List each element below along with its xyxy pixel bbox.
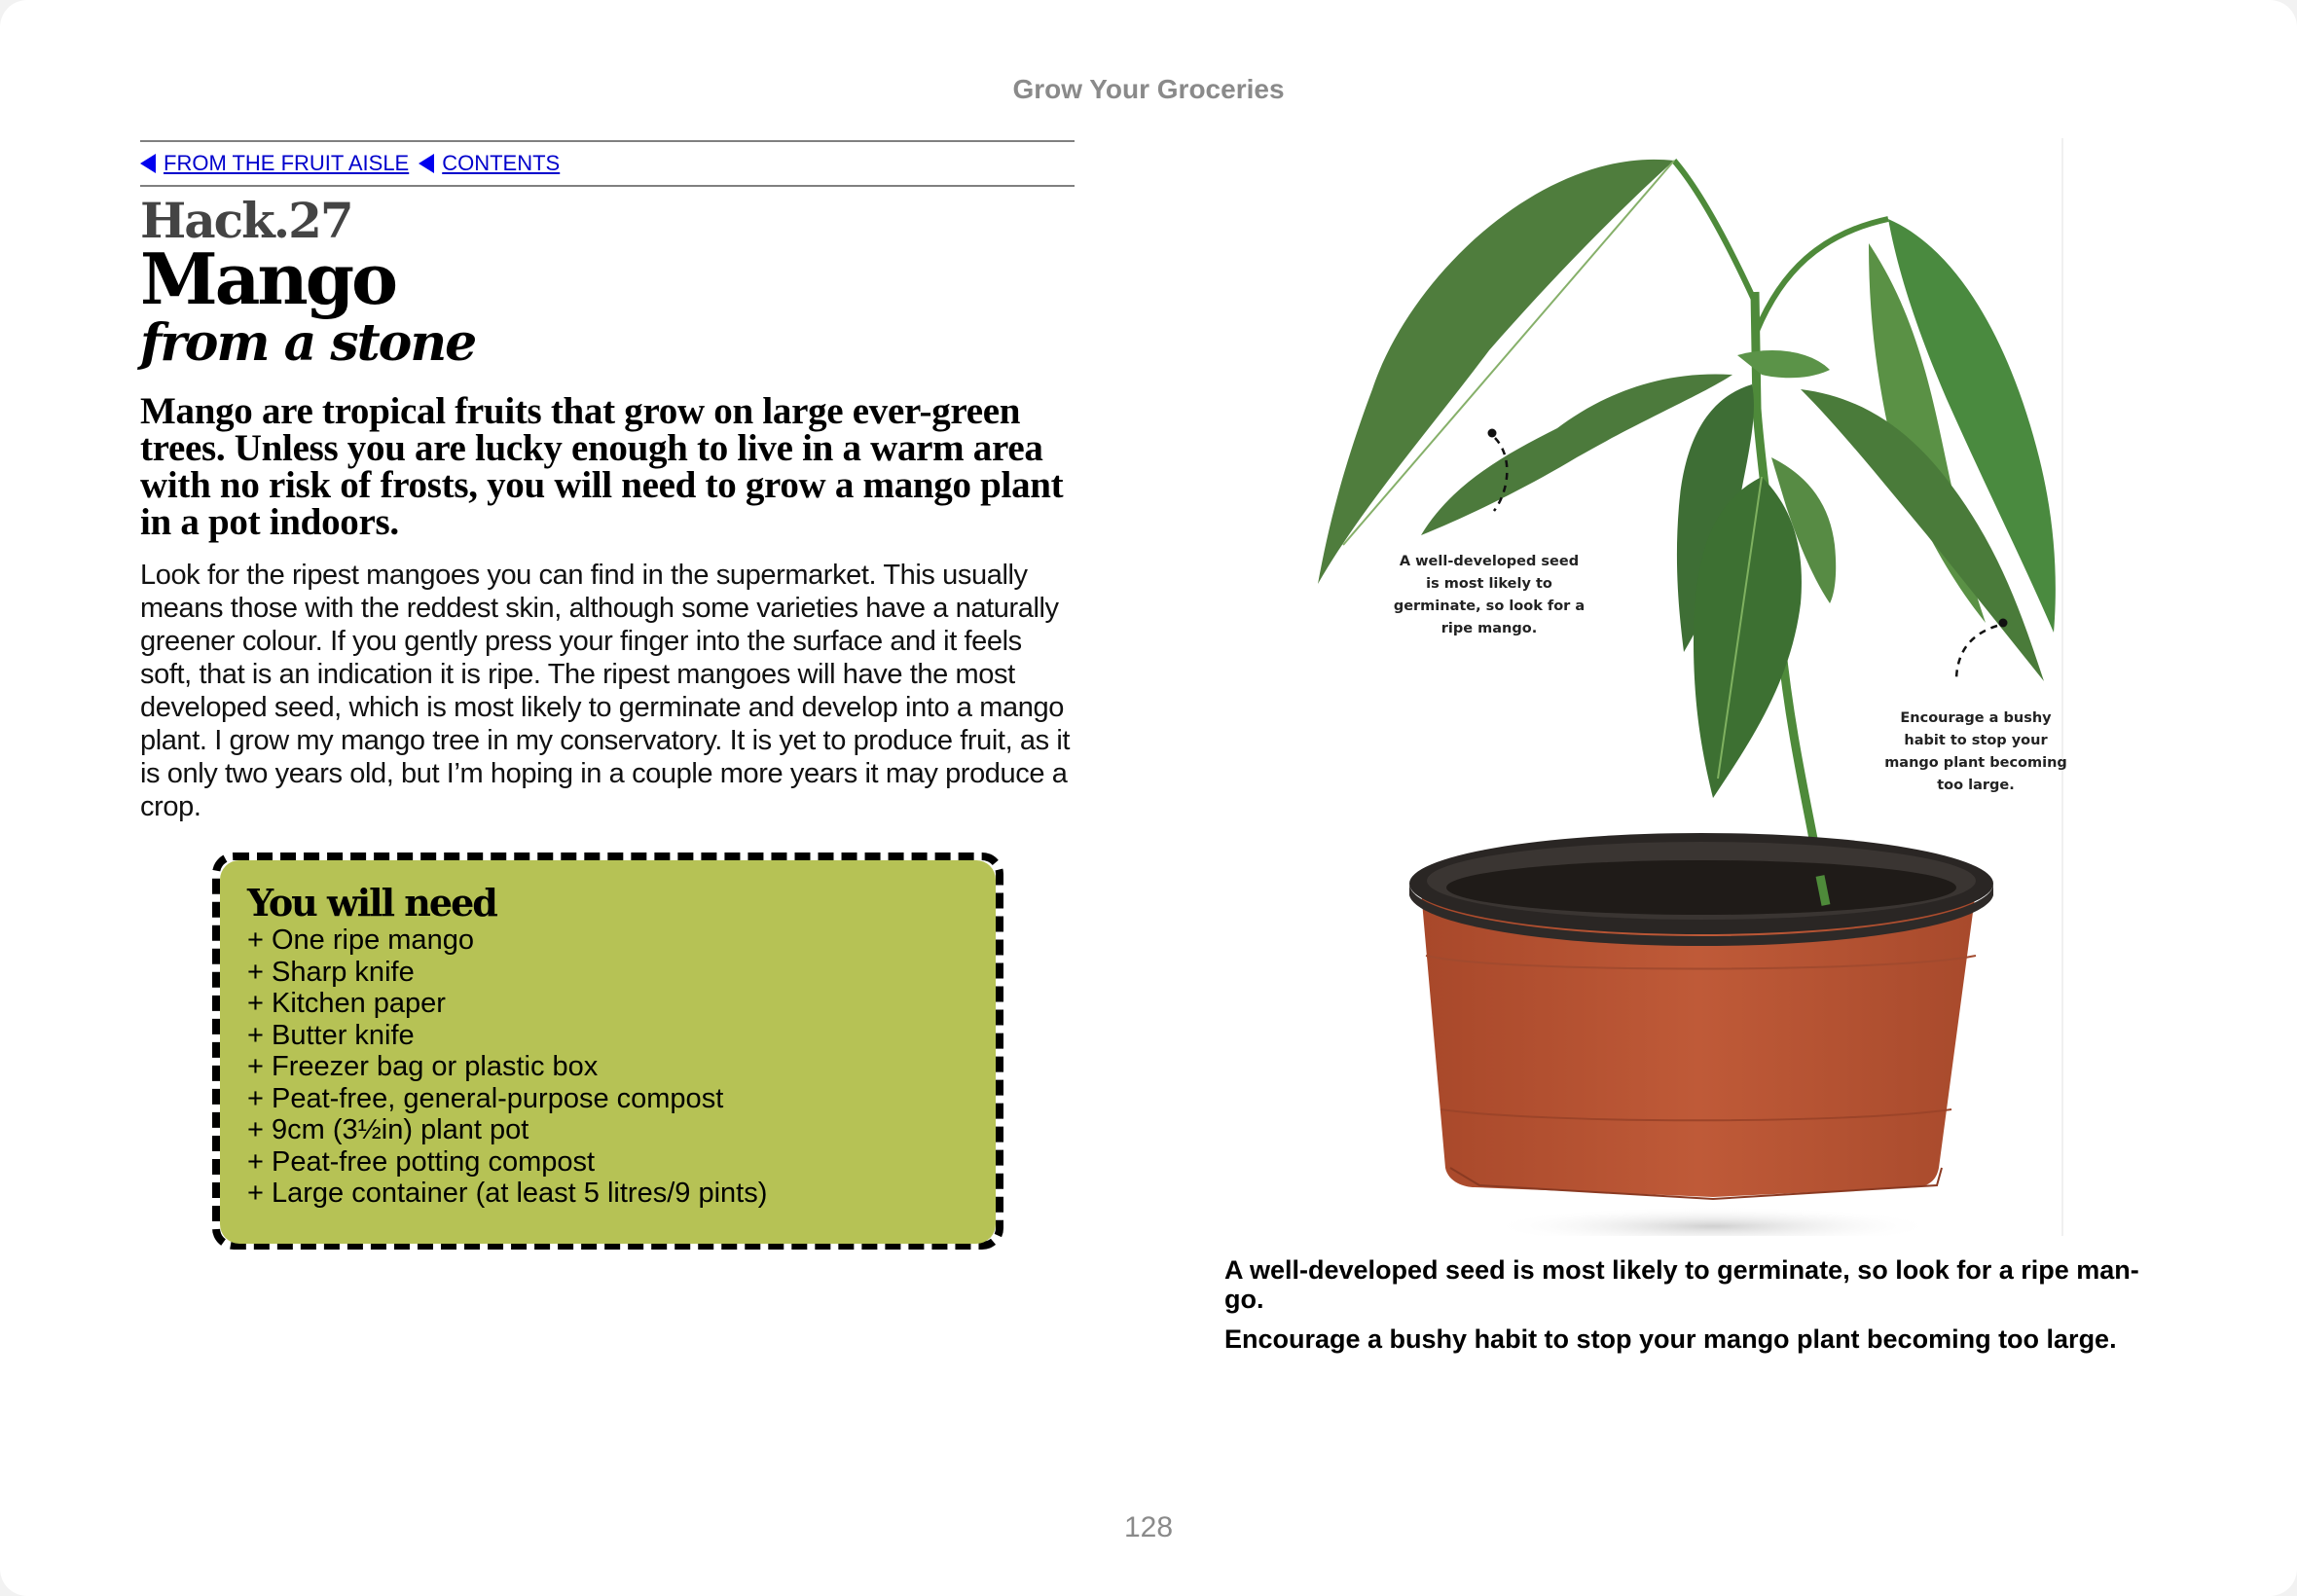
list-item: + Peat-free potting compost [247, 1145, 596, 1178]
plant-leaves [1318, 160, 2056, 798]
list-item: + Sharp knife [247, 956, 415, 988]
list-item: + Peat-free, general-purpose compost [247, 1082, 724, 1114]
annotation-dot [1999, 619, 2008, 628]
back-triangle-icon [419, 154, 434, 173]
breadcrumb-nav [140, 140, 1075, 187]
nav-link-label: FROM THE FRUIT AISLE [164, 151, 410, 175]
nav-link-label: CONTENTS [442, 151, 561, 175]
plant-branch [1757, 219, 1888, 331]
you-will-need-list [247, 925, 968, 1210]
article-subtitle: from a stone [140, 313, 476, 373]
mango-plant-photo [1304, 136, 2068, 1236]
hack-number: Hack.27 [140, 192, 352, 249]
pot-shadow [1489, 1207, 1937, 1236]
list-item: + Butter knife [247, 1019, 415, 1051]
annotation-dot [1488, 429, 1497, 438]
list-item: + Kitchen paper [247, 988, 446, 1019]
photo-annotation-seed: A well-developed seed is most likely to germinate, so look for a ripe mango. [1393, 554, 1586, 636]
you-will-need-title: You will need [247, 881, 496, 925]
list-item: + Large container (at least 5 litres/9 pints) [247, 1178, 768, 1209]
article-title: Mango [140, 237, 396, 320]
photo-caption-1: A well-developed seed is most likely to germinate, so look for a ripe man-go. [1224, 1255, 2139, 1314]
list-item: + Freezer bag or plastic box [247, 1051, 599, 1082]
article-body: Look for the ripest mangoes you can find in the supermarket. This usually means those with the reddest skin, although some varieties have a naturally greener colour. If you gently press your finger into the surface and it feels soft, that is an indication it is ripe. The ripest mangoes will have the most developed seed, which is most likely to germinate and develop into a mango plant. I grow my mango tree in my conservatory. It is yet to produce fruit, as it is only two years old, but I’m hoping in a couple more years it may produce a crop. [140, 560, 1071, 822]
plant-branch [1674, 161, 1755, 302]
list-item: + 9cm (3½in) plant pot [247, 1114, 529, 1145]
article-column [140, 140, 1075, 823]
list-item: + One ripe mango [247, 925, 474, 956]
page-number: 128 [1123, 1511, 1174, 1543]
plant-pot [1409, 833, 1993, 1199]
photo-caption-2: Encourage a bushy habit to stop your mango plant becoming too large. [1224, 1324, 2117, 1354]
back-triangle-icon [140, 154, 156, 173]
you-will-need-box [220, 860, 996, 1244]
running-title: Grow Your Groceries [1012, 74, 1285, 104]
article-lede: Mango are tropical fruits that grow on large ever-green trees. Unless you are lucky enough to live in a warm area with no risk of frosts, you will need to grow a mango plant in a pot indoors. [140, 390, 1064, 543]
plant-stem-base [1820, 876, 1826, 905]
photo-annotation-bushy: Encourage a bushy habit to stop your mango plant becoming too large. [1884, 710, 2067, 793]
from-the-fruit-aisle-link[interactable] [140, 151, 409, 176]
annotation-leader [1956, 626, 1997, 681]
contents-link[interactable] [419, 151, 560, 176]
